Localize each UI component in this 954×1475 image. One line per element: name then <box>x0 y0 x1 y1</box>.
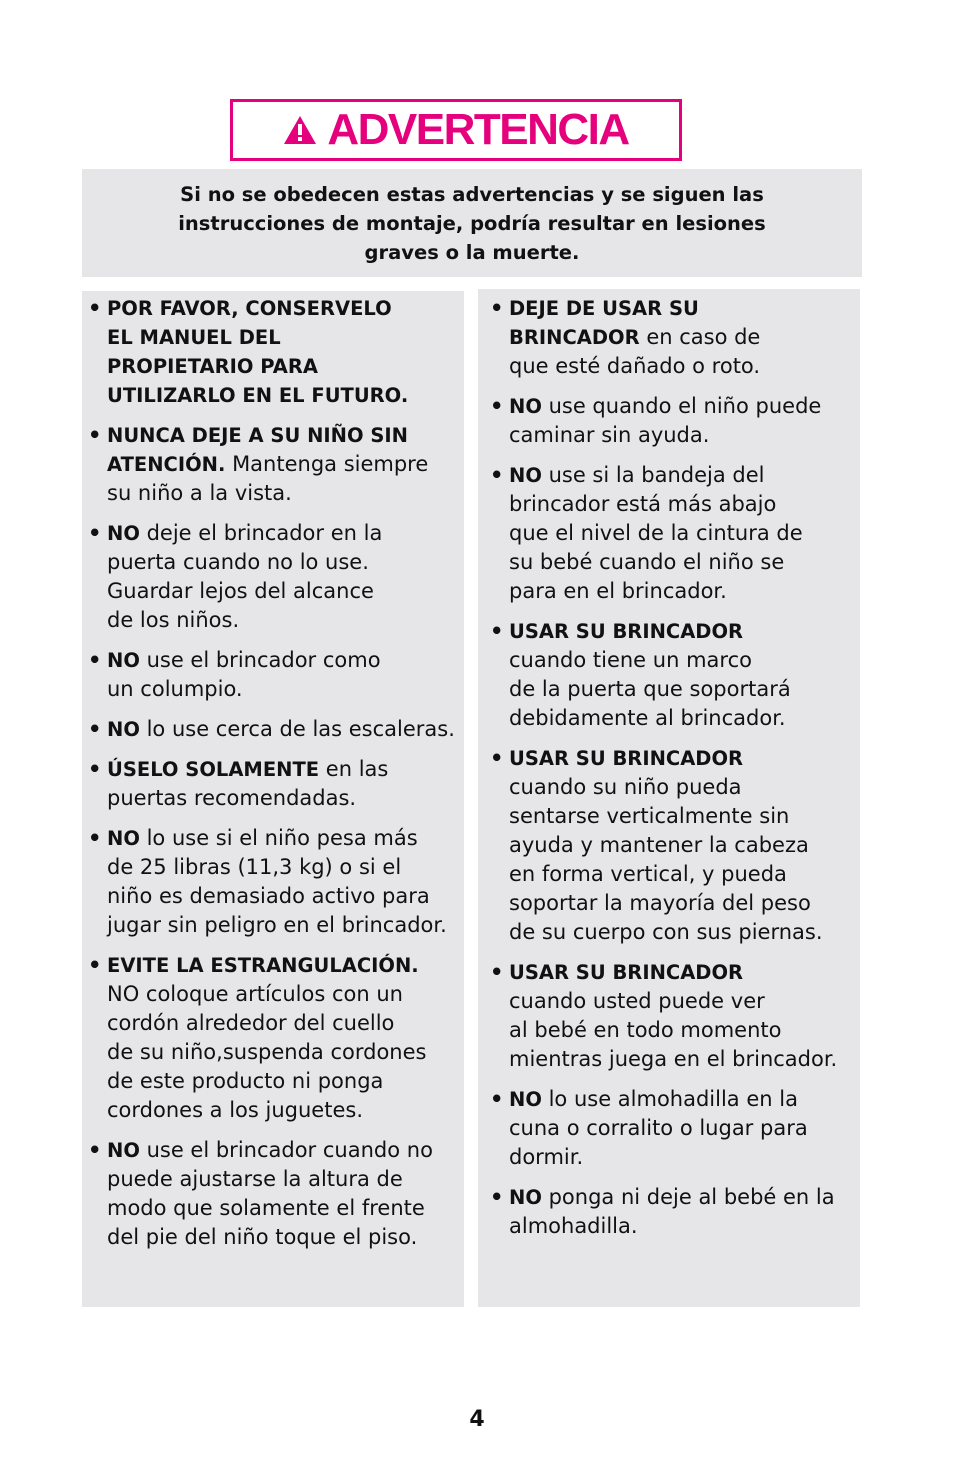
warning-lead: NO <box>509 1186 542 1209</box>
warning-lead: NO <box>509 1088 542 1111</box>
bullet-point: • <box>88 296 102 320</box>
warning-triangle-icon <box>283 115 317 145</box>
warning-text: use el brincador cuando no <box>139 1138 433 1162</box>
warning-header <box>230 99 682 161</box>
bullet-point: • <box>490 463 504 487</box>
warning-item <box>490 294 860 381</box>
warning-text: Mantenga siempre <box>225 452 429 476</box>
intro-line: graves o la muerte. <box>364 241 580 264</box>
warning-text: en caso de <box>639 325 761 349</box>
bullet-point: • <box>88 1138 102 1162</box>
warning-text: cuna o corralito o lugar para <box>509 1116 808 1140</box>
warning-lead: NO <box>509 464 542 487</box>
warning-text: de su cuerpo con sus piernas. <box>509 920 823 944</box>
warning-item <box>88 519 464 635</box>
warning-item <box>490 392 860 450</box>
page-number: 4 <box>469 1407 485 1432</box>
warning-item <box>490 461 860 606</box>
warning-lead: POR FAVOR, CONSERVELO <box>107 297 392 320</box>
warning-text: niño es demasiado activo para <box>107 884 430 908</box>
bullet-point: • <box>88 826 102 850</box>
intro-line: Si no se obedecen estas advertencias y se siguen las <box>180 183 764 206</box>
warning-text: en forma vertical, y pueda <box>509 862 787 886</box>
bullet-point: • <box>490 960 504 984</box>
warning-lead: NO <box>107 827 140 850</box>
warning-text: que el nivel de la cintura de <box>509 521 803 545</box>
warning-lead: NO <box>107 1139 140 1162</box>
warning-text: jugar sin peligro en el brincador. <box>107 913 447 937</box>
bullet-point: • <box>490 296 504 320</box>
warning-item <box>88 1136 464 1252</box>
warning-text: de los niños. <box>107 608 240 632</box>
warning-lead: NO <box>107 649 140 672</box>
warning-text: ponga ni deje al bebé en la <box>541 1185 835 1209</box>
warning-text: al bebé en todo momento <box>509 1018 782 1042</box>
warning-text: cuando su niño pueda <box>509 775 742 799</box>
warning-text: puertas recomendadas. <box>107 786 357 810</box>
right-warnings-list <box>490 294 860 1241</box>
right-warnings-column <box>478 289 860 1307</box>
warning-lead: EVITE LA ESTRANGULACIÓN. <box>107 954 419 977</box>
warning-item <box>88 294 464 410</box>
warning-text: lo use si el niño pesa más <box>139 826 418 850</box>
warning-lead: NO <box>509 395 542 418</box>
intro-warning-text <box>82 169 862 277</box>
warning-text: puede ajustarse la altura de <box>107 1167 403 1191</box>
warning-item <box>88 824 464 940</box>
bullet-point: • <box>490 1087 504 1111</box>
warning-lead: USAR SU BRINCADOR <box>509 747 744 770</box>
warning-lead: NUNCA DEJE A SU NIÑO SIN <box>107 424 408 447</box>
warning-item <box>490 744 860 947</box>
warning-lead: UTILIZARLO EN EL FUTURO. <box>107 384 409 407</box>
warning-text: use el brincador como <box>139 648 381 672</box>
warning-text: de la puerta que soportará <box>509 677 791 701</box>
warning-text: NO coloque artículos con un <box>107 982 403 1006</box>
warning-text: de su niño,suspenda cordones <box>107 1040 427 1064</box>
warning-lead: EL MANUEL DEL <box>107 326 281 349</box>
warning-lead: NO <box>107 718 140 741</box>
warning-text: ayuda y mantener la cabeza <box>509 833 809 857</box>
warning-lead: PROPIETARIO PARA <box>107 355 318 378</box>
left-warnings-list <box>88 294 464 1252</box>
warning-text: brincador está más abajo <box>509 492 777 516</box>
warning-text: lo use almohadilla en la <box>541 1087 798 1111</box>
warning-text: dormir. <box>509 1145 584 1169</box>
warning-item <box>490 617 860 733</box>
warning-text: puerta cuando no lo use. <box>107 550 369 574</box>
bullet-point: • <box>88 953 102 977</box>
warning-lead: ATENCIÓN. <box>107 453 226 476</box>
warning-lead: USAR SU BRINCADOR <box>509 961 744 984</box>
warning-text: modo que solamente el frente <box>107 1196 425 1220</box>
warning-text: use quando el niño puede <box>541 394 822 418</box>
warning-text: cordón alrededor del cuello <box>107 1011 395 1035</box>
warning-text: sentarse verticalmente sin <box>509 804 790 828</box>
warning-lead: ÚSELO SOLAMENTE <box>107 758 320 781</box>
warning-text: cordones a los juguetes. <box>107 1098 363 1122</box>
warning-text: almohadilla. <box>509 1214 638 1238</box>
warning-text: debidamente al brincador. <box>509 706 786 730</box>
warning-lead: BRINCADOR <box>509 326 640 349</box>
warning-text: para en el brincador. <box>509 579 727 603</box>
warning-item <box>88 646 464 704</box>
warning-text: soportar la mayoría del peso <box>509 891 811 915</box>
warning-item <box>88 951 464 1125</box>
bullet-point: • <box>88 717 102 741</box>
bullet-point: • <box>490 1185 504 1209</box>
warning-text: su niño a la vista. <box>107 481 292 505</box>
warning-item <box>490 1085 860 1172</box>
bullet-point: • <box>88 521 102 545</box>
warning-text: Guardar lejos del alcance <box>107 579 374 603</box>
warning-item <box>88 421 464 508</box>
warning-text: de 25 libras (11,3 kg) o si el <box>107 855 402 879</box>
warning-item <box>490 1183 860 1241</box>
left-warnings-column <box>82 291 464 1307</box>
bullet-point: • <box>490 746 504 770</box>
warning-text: su bebé cuando el niño se <box>509 550 785 574</box>
warning-item <box>88 715 464 744</box>
warning-text: un columpio. <box>107 677 243 701</box>
warning-lead: DEJE DE USAR SU <box>509 297 699 320</box>
bullet-point: • <box>88 423 102 447</box>
bullet-point: • <box>490 619 504 643</box>
warning-text: lo use cerca de las escaleras. <box>139 717 455 741</box>
warning-text: cuando usted puede ver <box>509 989 765 1013</box>
bullet-point: • <box>88 757 102 781</box>
bullet-point: • <box>88 648 102 672</box>
warning-text: caminar sin ayuda. <box>509 423 710 447</box>
warning-lead: NO <box>107 522 140 545</box>
intro-line: instrucciones de montaje, podría resultar en lesiones <box>178 212 766 235</box>
warning-text: cuando tiene un marco <box>509 648 752 672</box>
warning-text: de este producto ni ponga <box>107 1069 384 1093</box>
warning-item <box>88 755 464 813</box>
warning-text: mientras juega en el brincador. <box>509 1047 838 1071</box>
warning-text: use si la bandeja del <box>541 463 765 487</box>
warning-text: que esté dañado o roto. <box>509 354 761 378</box>
warning-title: ADVERTENCIA <box>327 105 629 154</box>
bullet-point: • <box>490 394 504 418</box>
warning-text: del pie del niño toque el piso. <box>107 1225 418 1249</box>
warning-text: en las <box>319 757 389 781</box>
warning-lead: USAR SU BRINCADOR <box>509 620 744 643</box>
warning-item <box>490 958 860 1074</box>
warning-text: deje el brincador en la <box>139 521 383 545</box>
